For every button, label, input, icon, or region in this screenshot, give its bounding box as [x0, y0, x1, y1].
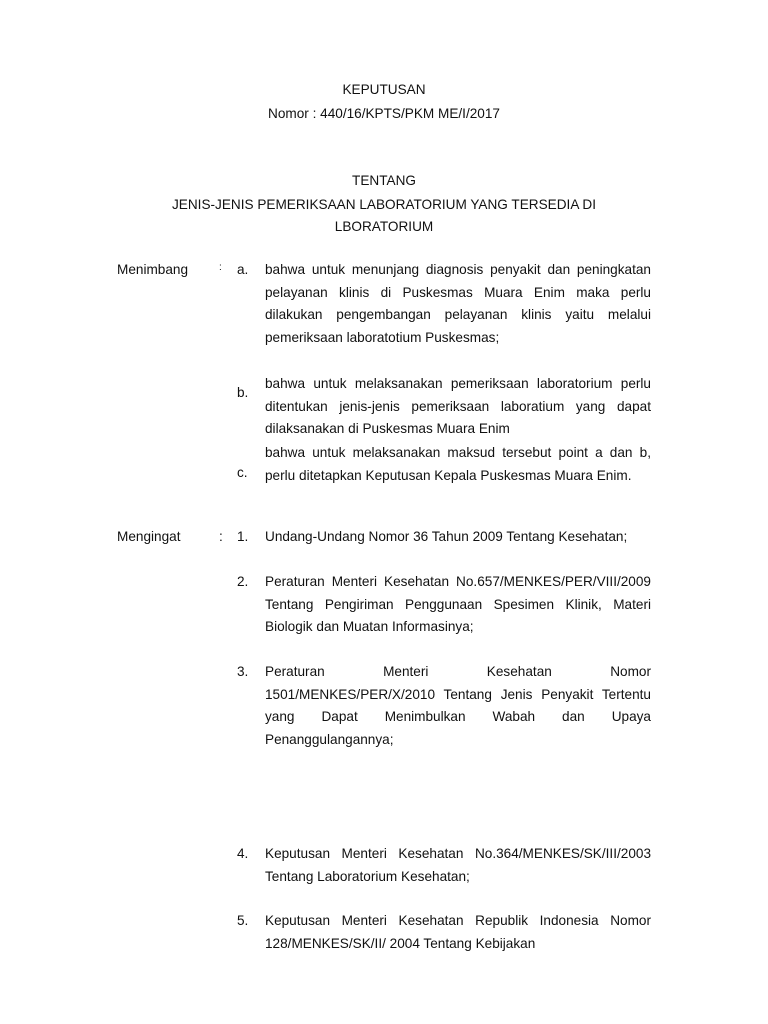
mengingat-item-4: Keputusan Menteri Kesehatan No.364/MENKES/SK/III/2003 Tentang Laboratorium Kesehatan; — [265, 846, 651, 884]
subject-line-1: JENIS-JENIS PEMERIKSAAN LABORATORIUM YANG TERSEDIA DI — [171, 197, 597, 212]
menimbang-mark-b: b. — [237, 385, 249, 400]
mengingat-mark-2: 2. — [237, 574, 249, 589]
mengingat-item-1: Undang-Undang Nomor 36 Tahun 2009 Tentang Kesehatan; — [265, 529, 628, 544]
menimbang-mark-a: a. — [237, 262, 249, 277]
mengingat-mark-3: 3. — [237, 664, 249, 679]
document-number: Nomor : 440/16/KPTS/PKM ME/I/2017 — [268, 106, 500, 121]
menimbang-item-b: bahwa untuk melaksanakan pemeriksaan laboratorium perlu ditentukan jenis-jenis pemeriksaan laboratium yang dapat dilaksanakan di Puskesmas Muara Enim — [265, 376, 651, 436]
subject-line-2: LBORATORIUM — [334, 219, 434, 234]
tentang-heading: TENTANG — [352, 173, 416, 188]
mengingat-mark-4: 4. — [237, 846, 249, 861]
document-title: KEPUTUSAN — [342, 82, 426, 97]
mengingat-item-5: Keputusan Menteri Kesehatan Republik Indonesia Nomor 128/MENKES/SK/II/ 2004 Tentang Kebijakan — [265, 913, 651, 951]
mengingat-item-3: Peraturan Menteri Kesehatan Nomor 1501/MENKES/PER/X/2010 Tentang Jenis Penyakit Tertentu yang Dapat Menimbulkan Wabah dan Upaya Penanggulangannya; — [265, 664, 651, 747]
mengingat-mark-5: 5. — [237, 913, 249, 928]
menimbang-mark-c: c. — [237, 465, 248, 480]
mengingat-colon: : — [219, 529, 223, 544]
mengingat-item-2: Peraturan Menteri Kesehatan No.657/MENKES/PER/VIII/2009 Tentang Pengiriman Penggunaan Spesimen Klinik, Materi Biologik dan Muatan Informasinya; — [265, 574, 651, 634]
mengingat-mark-1: 1. — [237, 529, 249, 544]
menimbang-item-c: bahwa untuk melaksanakan maksud tersebut point a dan b, perlu ditetapkan Keputusan Kepala Puskesmas Muara Enim. — [265, 445, 651, 483]
mengingat-label: Mengingat — [117, 529, 181, 544]
menimbang-item-a: bahwa untuk menunjang diagnosis penyakit dan peningkatan pelayanan klinis di Puskesmas Muara Enim maka perlu dilakukan pengembangan pelayanan klinis yaitu melalui pemeriksaan laboratotium Puskesmas; — [265, 262, 651, 345]
menimbang-colon: : — [219, 262, 222, 273]
menimbang-label: Menimbang — [117, 262, 189, 277]
